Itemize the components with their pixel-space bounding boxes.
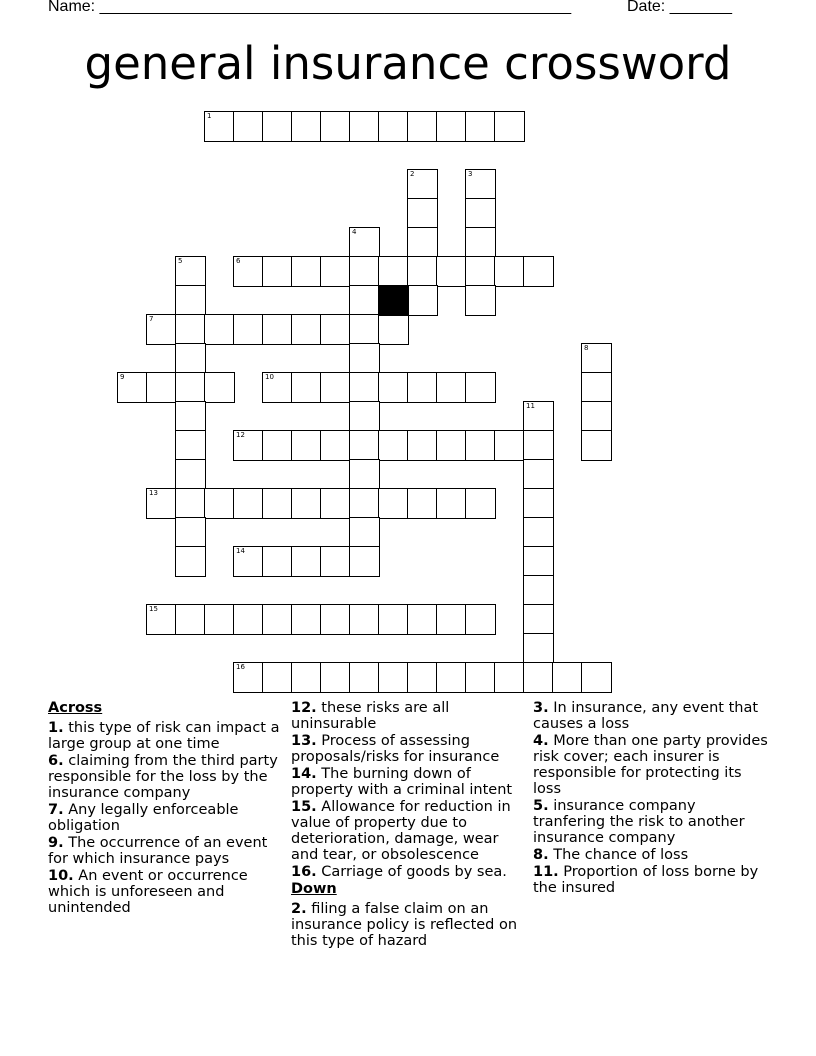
grid-cell[interactable] bbox=[117, 372, 148, 403]
grid-cell[interactable] bbox=[233, 546, 264, 577]
grid-cell[interactable] bbox=[349, 343, 380, 374]
grid-cell[interactable] bbox=[465, 604, 496, 635]
grid-cell[interactable] bbox=[175, 430, 206, 461]
grid-cell[interactable] bbox=[349, 256, 380, 287]
grid-cell[interactable] bbox=[523, 575, 554, 606]
grid-cell[interactable] bbox=[465, 227, 496, 258]
grid-cell[interactable] bbox=[523, 517, 554, 548]
clue-number: 10 bbox=[265, 373, 274, 381]
grid-cell[interactable] bbox=[349, 488, 380, 519]
grid-cell[interactable] bbox=[349, 604, 380, 635]
grid-cell[interactable] bbox=[407, 111, 438, 142]
grid-cell[interactable] bbox=[262, 662, 293, 693]
clue-number: 5 bbox=[178, 257, 183, 265]
grid-cell[interactable] bbox=[349, 430, 380, 461]
grid-cell[interactable] bbox=[291, 604, 322, 635]
grid-cell[interactable] bbox=[262, 314, 293, 345]
grid-cell[interactable] bbox=[581, 662, 612, 693]
grid-cell[interactable] bbox=[320, 430, 351, 461]
grid-cell[interactable] bbox=[523, 401, 554, 432]
grid-cell[interactable] bbox=[320, 372, 351, 403]
page-title: general insurance crossword bbox=[84, 37, 732, 90]
across-clue: 14. The burning down of property with a criminal intent bbox=[291, 766, 513, 798]
down-clue: 2. filing a false claim on an insurance policy is reflected on this type of hazard bbox=[291, 901, 518, 949]
grid-cell[interactable] bbox=[523, 604, 554, 635]
grid-cell[interactable] bbox=[465, 488, 496, 519]
grid-cell[interactable] bbox=[436, 256, 467, 287]
grid-cell[interactable] bbox=[407, 372, 438, 403]
grid-cell[interactable] bbox=[378, 256, 409, 287]
grid-cell[interactable] bbox=[349, 401, 380, 432]
grid-cell[interactable] bbox=[233, 604, 264, 635]
grid-cell[interactable] bbox=[320, 546, 351, 577]
grid-cell[interactable] bbox=[262, 372, 293, 403]
grid-cell[interactable] bbox=[175, 285, 206, 316]
grid-cell[interactable] bbox=[494, 111, 525, 142]
grid-cell[interactable] bbox=[407, 430, 438, 461]
clue-number: 14 bbox=[236, 547, 245, 555]
down-clue: 8. The chance of loss bbox=[533, 847, 689, 863]
grid-cell[interactable] bbox=[552, 662, 583, 693]
grid-cell[interactable] bbox=[175, 459, 206, 490]
across-clue: 10. An event or occurrence which is unforeseen and unintended bbox=[48, 868, 248, 916]
clue-number: 13 bbox=[149, 489, 158, 497]
grid-cell[interactable] bbox=[320, 488, 351, 519]
grid-cell[interactable] bbox=[465, 372, 496, 403]
grid-cell[interactable] bbox=[146, 488, 177, 519]
grid-cell[interactable] bbox=[523, 430, 554, 461]
grid-cell[interactable] bbox=[204, 314, 235, 345]
grid-cell[interactable] bbox=[436, 604, 467, 635]
grid-cell[interactable] bbox=[581, 430, 612, 461]
grid-cell[interactable] bbox=[291, 111, 322, 142]
grid-cell[interactable] bbox=[349, 546, 380, 577]
grid-cell[interactable] bbox=[349, 517, 380, 548]
clues-column-2 bbox=[291, 700, 527, 950]
grid-cell[interactable] bbox=[494, 662, 525, 693]
grid-cell[interactable] bbox=[436, 111, 467, 142]
grid-cell[interactable] bbox=[494, 256, 525, 287]
grid-cell[interactable] bbox=[233, 488, 264, 519]
grid-cell[interactable] bbox=[378, 662, 409, 693]
grid-cell[interactable] bbox=[320, 604, 351, 635]
grid-cell[interactable] bbox=[320, 662, 351, 693]
clue-number: 16 bbox=[236, 663, 245, 671]
grid-cell[interactable] bbox=[349, 314, 380, 345]
grid-cell[interactable] bbox=[291, 372, 322, 403]
across-clue: 15. Allowance for reduction in value of property due to deterioration, damage, wear and tear, or obsolescence bbox=[291, 799, 511, 863]
grid-cell[interactable] bbox=[262, 111, 293, 142]
grid-cell[interactable] bbox=[175, 604, 206, 635]
across-clue: 13. Process of assessing proposals/risks for insurance bbox=[291, 733, 500, 765]
across-clue: 9. The occurrence of an event for which insurance pays bbox=[48, 835, 268, 867]
clue-number: 12 bbox=[236, 431, 245, 439]
grid-cell[interactable] bbox=[175, 488, 206, 519]
grid-cell[interactable] bbox=[146, 372, 177, 403]
grid-cell[interactable] bbox=[465, 256, 496, 287]
across-heading: Across bbox=[48, 700, 103, 716]
grid-cell[interactable] bbox=[320, 256, 351, 287]
grid-cell[interactable] bbox=[291, 662, 322, 693]
grid-cell[interactable] bbox=[465, 111, 496, 142]
grid-cell[interactable] bbox=[262, 604, 293, 635]
grid-cell[interactable] bbox=[204, 604, 235, 635]
grid-cell[interactable] bbox=[436, 488, 467, 519]
grid-cell[interactable] bbox=[581, 372, 612, 403]
grid-cell[interactable] bbox=[233, 662, 264, 693]
clues-column-3 bbox=[533, 700, 769, 897]
grid-cell[interactable] bbox=[349, 285, 380, 316]
name-field-label[interactable]: Name: _____________________________________________________ bbox=[48, 0, 572, 15]
clue-number: 4 bbox=[352, 228, 357, 236]
grid-cell[interactable] bbox=[175, 314, 206, 345]
grid-cell[interactable] bbox=[175, 343, 206, 374]
across-clue: 16. Carriage of goods by sea. bbox=[291, 864, 507, 880]
grid-cell[interactable] bbox=[465, 662, 496, 693]
grid-cell[interactable] bbox=[204, 372, 235, 403]
clue-number: 15 bbox=[149, 605, 158, 613]
grid-cell[interactable] bbox=[233, 314, 264, 345]
clue-number: 9 bbox=[120, 373, 125, 381]
grid-cell[interactable] bbox=[146, 314, 177, 345]
clue-number: 2 bbox=[410, 170, 415, 178]
across-clue: 12. these risks are all uninsurable bbox=[291, 700, 450, 732]
grid-cell[interactable] bbox=[436, 372, 467, 403]
grid-cell[interactable] bbox=[407, 227, 438, 258]
grid-cell[interactable] bbox=[291, 430, 322, 461]
grid-cell[interactable] bbox=[233, 256, 264, 287]
grid-cell[interactable] bbox=[204, 488, 235, 519]
clues-column-1 bbox=[48, 700, 284, 917]
grid-cell[interactable] bbox=[262, 546, 293, 577]
grid-cell[interactable] bbox=[320, 111, 351, 142]
grid-cell[interactable] bbox=[378, 488, 409, 519]
grid-cell[interactable] bbox=[175, 401, 206, 432]
grid-cell[interactable] bbox=[523, 256, 554, 287]
grid-cell[interactable] bbox=[320, 314, 351, 345]
grid-cell[interactable] bbox=[407, 662, 438, 693]
across-clue: 7. Any legally enforceable obligation bbox=[48, 802, 239, 834]
grid-cell[interactable] bbox=[465, 285, 496, 316]
down-clue: 3. In insurance, any event that causes a loss bbox=[533, 700, 759, 732]
down-clue: 4. More than one party provides risk cover; each insurer is responsible for protecting its loss bbox=[533, 733, 768, 797]
clue-number: 8 bbox=[584, 344, 589, 352]
clue-number: 6 bbox=[236, 257, 241, 265]
grid-cell[interactable] bbox=[204, 111, 235, 142]
grid-cell[interactable] bbox=[291, 488, 322, 519]
grid-cell[interactable] bbox=[581, 343, 612, 374]
grid-cell[interactable] bbox=[436, 662, 467, 693]
clue-number: 11 bbox=[526, 402, 535, 410]
clue-number: 7 bbox=[149, 315, 154, 323]
grid-cell[interactable] bbox=[349, 227, 380, 258]
grid-cell[interactable] bbox=[262, 488, 293, 519]
grid-cell[interactable] bbox=[349, 372, 380, 403]
grid-cell[interactable] bbox=[407, 256, 438, 287]
across-clue: 6. claiming from the third party responsible for the loss by the insurance company bbox=[48, 753, 278, 801]
clue-number: 3 bbox=[468, 170, 473, 178]
grid-cell[interactable] bbox=[291, 314, 322, 345]
grid-cell[interactable] bbox=[378, 372, 409, 403]
grid-cell[interactable] bbox=[378, 314, 409, 345]
clue-number: 1 bbox=[207, 112, 212, 120]
grid-cell[interactable] bbox=[175, 372, 206, 403]
across-clue: 1. this type of risk can impact a large group at one time bbox=[48, 720, 280, 752]
grid-cell[interactable] bbox=[378, 111, 409, 142]
grid-cell[interactable] bbox=[291, 256, 322, 287]
grid-cell[interactable] bbox=[378, 604, 409, 635]
black-cell bbox=[378, 285, 409, 316]
grid-cell[interactable] bbox=[581, 401, 612, 432]
grid-cell[interactable] bbox=[465, 430, 496, 461]
grid-cell[interactable] bbox=[465, 169, 496, 200]
grid-cell[interactable] bbox=[262, 256, 293, 287]
grid-cell[interactable] bbox=[407, 169, 438, 200]
grid-cell[interactable] bbox=[407, 198, 438, 229]
grid-cell[interactable] bbox=[523, 488, 554, 519]
grid-cell[interactable] bbox=[349, 111, 380, 142]
grid-cell[interactable] bbox=[349, 459, 380, 490]
grid-cell[interactable] bbox=[465, 198, 496, 229]
grid-cell[interactable] bbox=[378, 430, 409, 461]
down-heading: Down bbox=[291, 881, 337, 897]
grid-cell[interactable] bbox=[233, 430, 264, 461]
grid-cell[interactable] bbox=[175, 517, 206, 548]
grid-cell[interactable] bbox=[407, 488, 438, 519]
grid-cell[interactable] bbox=[494, 430, 525, 461]
date-field-label[interactable]: Date: _______ bbox=[627, 0, 732, 15]
grid-cell[interactable] bbox=[407, 285, 438, 316]
grid-cell[interactable] bbox=[233, 111, 264, 142]
grid-cell[interactable] bbox=[291, 546, 322, 577]
grid-cell[interactable] bbox=[523, 662, 554, 693]
grid-cell[interactable] bbox=[523, 546, 554, 577]
grid-cell[interactable] bbox=[175, 546, 206, 577]
down-clue: 5. insurance company tranfering the risk to another insurance company bbox=[533, 798, 745, 846]
grid-cell[interactable] bbox=[407, 604, 438, 635]
grid-cell[interactable] bbox=[262, 430, 293, 461]
grid-cell[interactable] bbox=[175, 256, 206, 287]
grid-cell[interactable] bbox=[523, 633, 554, 664]
down-clue: 11. Proportion of loss borne by the insured bbox=[533, 864, 759, 896]
grid-cell[interactable] bbox=[349, 662, 380, 693]
grid-cell[interactable] bbox=[523, 459, 554, 490]
grid-cell[interactable] bbox=[436, 430, 467, 461]
grid-cell[interactable] bbox=[146, 604, 177, 635]
